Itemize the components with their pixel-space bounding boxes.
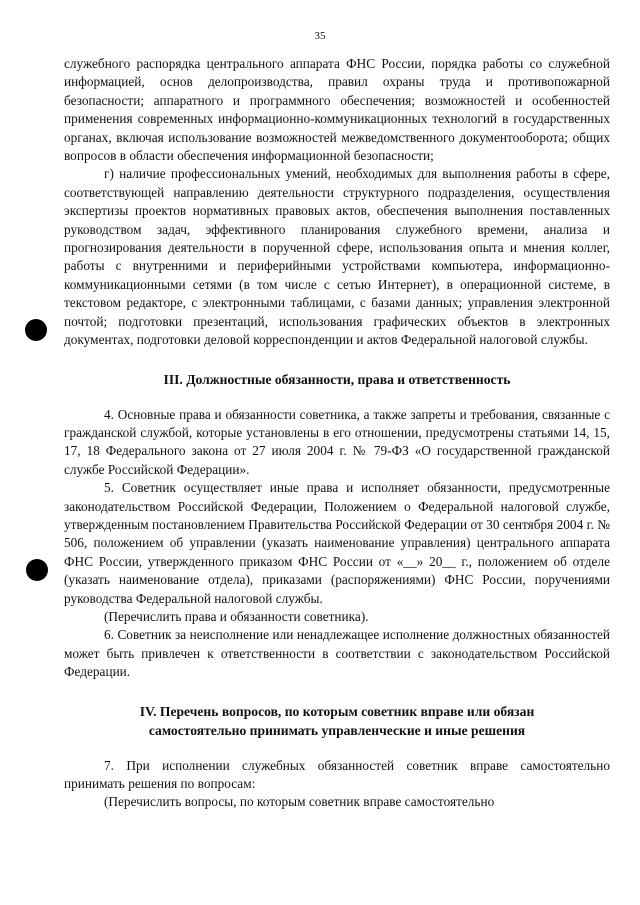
paragraph-7-note: (Перечислить вопросы, по которым советник вправе самостоятельно <box>104 794 495 810</box>
paragraph-5: 5. Советник осуществляет иные права и исполняет обязанности, предусмотренные законодательством Российской Федерации, Положением о Федеральной налоговой службе, утвержденным постановлением Правительства Российской Федерации от 30 сентября 2004 г. № 506, положением об управлении (указать наименование управления) центрального аппарата ФНС России, утвержденного приказом ФНС России от «__» 20__ г., положением об отделе (указать наименование отдела), приказами (распоряжениями) ФНС России, поручениями руководства Федеральной налоговой службы. <box>64 480 610 606</box>
page-number: 35 <box>314 30 326 42</box>
paragraph-6: 6. Советник за неисполнение или ненадлежащее исполнение должностных обязанностей может быть привлечен к ответственности в соответствии с законодательством Российской Федерации. <box>64 627 610 680</box>
paragraph-continuation: служебного распорядка центрального аппарата ФНС России, порядка работы со служебной информацией, основ делопроизводства, правил охраны труда и противопожарной безопасности; аппаратного и программного обеспечения; возможностей и особенностей применения современных информационно-коммуникационных технологий в государственных органах, включая использование возможностей межведомственного документооборота; общих вопросов в области обеспечения информационной безопасности; <box>64 56 610 164</box>
section-heading-iv-line1: IV. Перечень вопросов, по которым советник вправе или обязан <box>139 703 535 719</box>
section-heading-iv-line2: самостоятельно принимать управленческие и иные решения <box>148 722 526 738</box>
paragraph-g: г) наличие профессиональных умений, необходимых для выполнения работы в сфере, соответствующей направлению деятельности структурного подразделения, осуществления экспертизы проектов нормативных правовых актов, обеспечения выполнения поставленных руководством задач, эффективного планирования служебного времени, анализа и прогнозирования деятельности в порученной сфере, использования опыта и мнения коллег, работы с внутренними и периферийными устройствами компьютера, информационно-коммуникационными сетями (в том числе с сетью Интернет), в операционной системе, в текстовом редакторе, с электронными таблицами, с базами данных; управления электронной почтой; подготовки презентаций, использования графических объектов в электронных документах, подготовки деловой корреспонденции и актов Федеральной налоговой службы. <box>64 166 610 348</box>
paragraph-4: 4. Основные права и обязанности советника, а также запреты и требования, связанные с гражданской службой, которые установлены в его отношении, предусмотрены статьями 14, 15, 17, 18 Федерального закона от 27 июля 2004 г. № 79-ФЗ «О государственной гражданской службе Российской Федерации». <box>64 406 610 477</box>
punch-hole <box>25 319 47 341</box>
document-body <box>64 55 610 812</box>
paragraph-7: 7. При исполнении служебных обязанностей советник вправе самостоятельно принимать решения по вопросам: <box>64 757 610 791</box>
punch-hole <box>26 559 48 581</box>
paragraph-5-note: (Перечислить права и обязанности советника). <box>104 608 369 624</box>
section-heading-iii: III. Должностные обязанности, права и ответственность <box>163 371 511 387</box>
